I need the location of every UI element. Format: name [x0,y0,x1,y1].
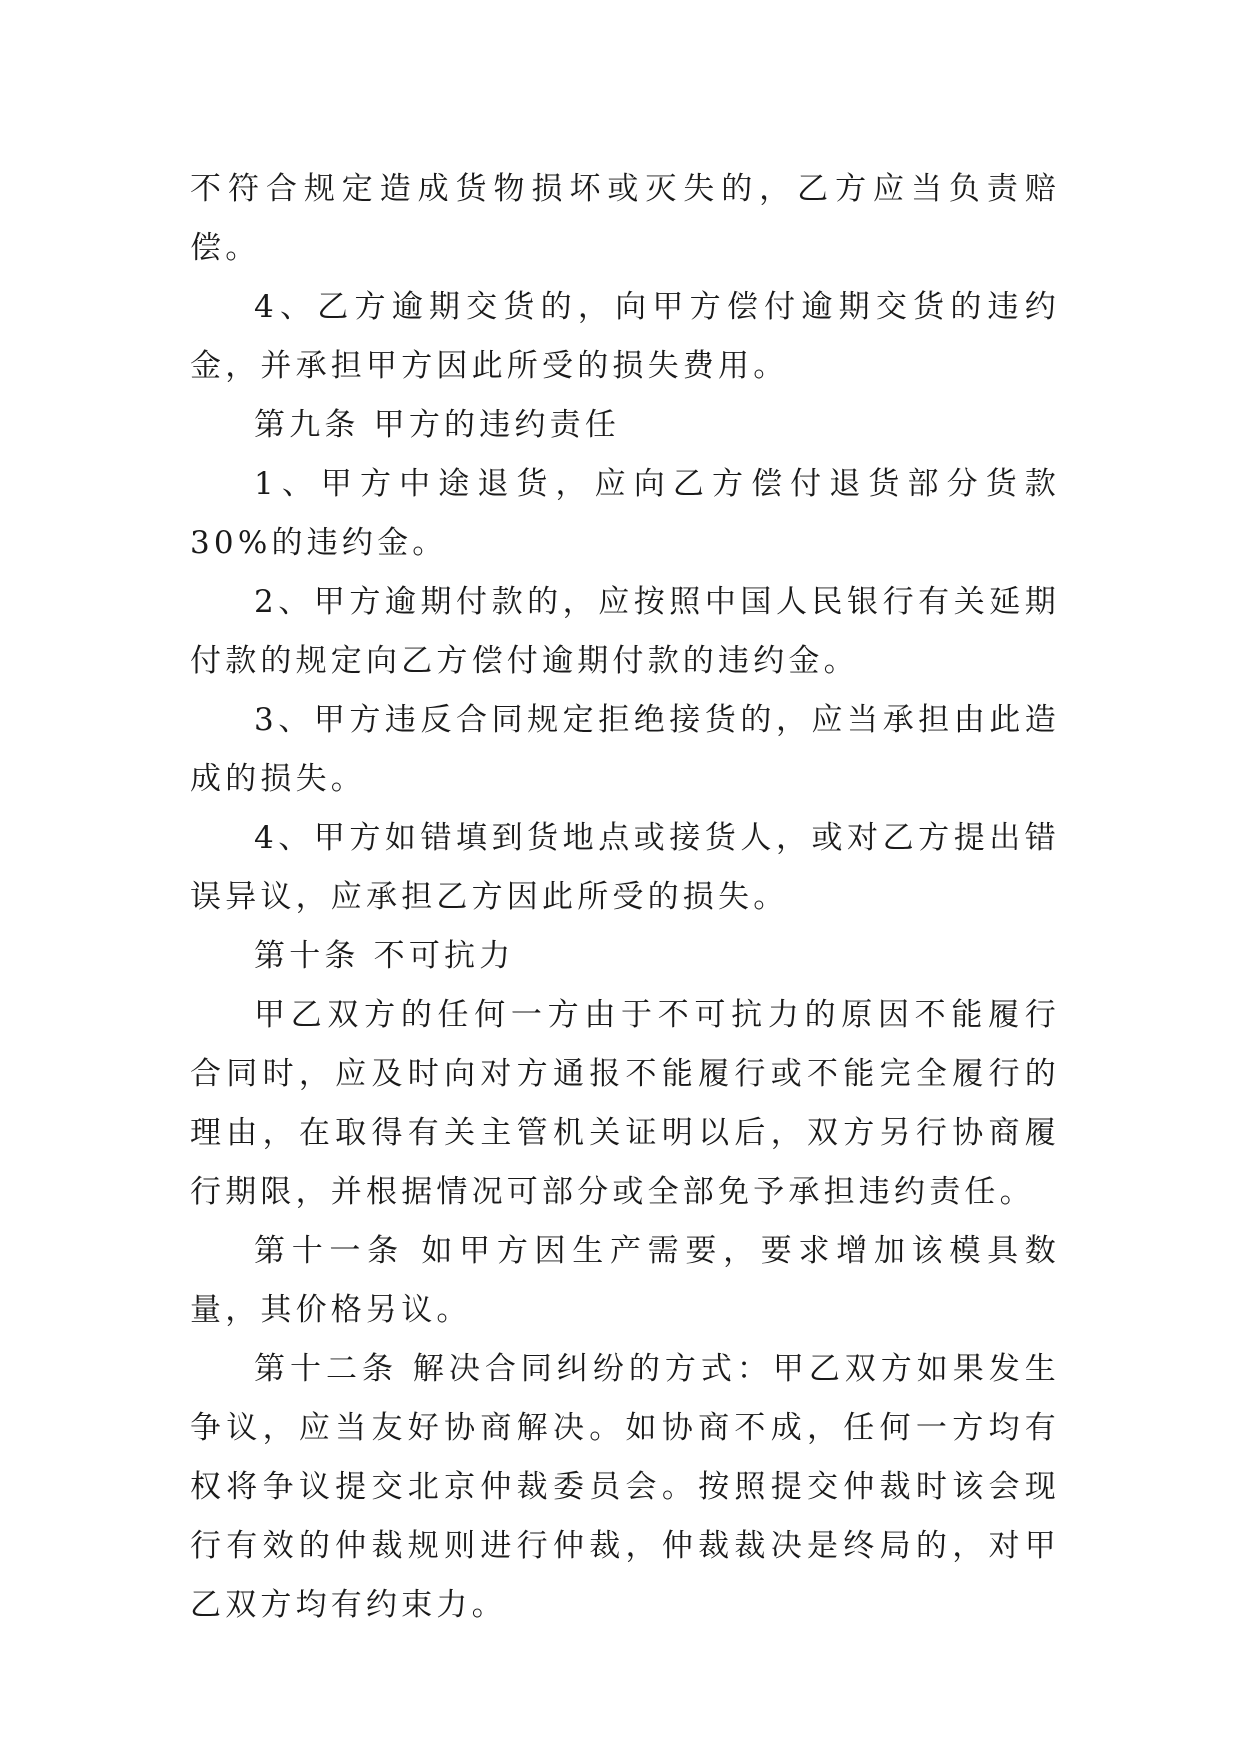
paragraph-buyer-refuse-delivery: 3、甲方违反合同规定拒绝接货的，应当承担由此造成的损失。 [190,702,1060,797]
article-10-heading: 第十条 不可抗力 [254,938,515,974]
article-11: 第十一条 如甲方因生产需要，要求增加该模具数量，其价格另议。 [190,1233,1060,1328]
article-9-heading: 第九条 甲方的违约责任 [254,407,621,443]
paragraph-buyer-return: 1、甲方中途退货，应向乙方偿付退货部分货款 30%的违约金。 [190,466,1060,561]
document-body [190,160,1060,1635]
paragraph-buyer-late-payment: 2、甲方逾期付款的，应按照中国人民银行有关延期付款的规定向乙方偿付逾期付款的违约金。 [190,584,1060,679]
article-12-dispute-resolution: 第十二条 解决合同纠纷的方式：甲乙双方如果发生争议，应当友好协商解决。如协商不成，任何一方均有权将争议提交北京仲裁委员会。按照提交仲裁时该会现行有效的仲裁规则进行仲裁，仲裁裁决是终局的，对甲乙双方均有约束力。 [190,1351,1060,1623]
paragraph-continuation: 不符合规定造成货物损坏或灭失的，乙方应当负责赔偿。 [190,171,1060,266]
paragraph-seller-late-delivery: 4、乙方逾期交货的，向甲方偿付逾期交货的违约金，并承担甲方因此所受的损失费用。 [190,289,1060,384]
paragraph-force-majeure: 甲乙双方的任何一方由于不可抗力的原因不能履行合同时，应及时向对方通报不能履行或不能完全履行的理由，在取得有关主管机关证明以后，双方另行协商履行期限，并根据情况可部分或全部免予承担违约责任。 [190,997,1060,1210]
paragraph-buyer-wrong-address: 4、甲方如错填到货地点或接货人，或对乙方提出错误异议，应承担乙方因此所受的损失。 [190,820,1060,915]
